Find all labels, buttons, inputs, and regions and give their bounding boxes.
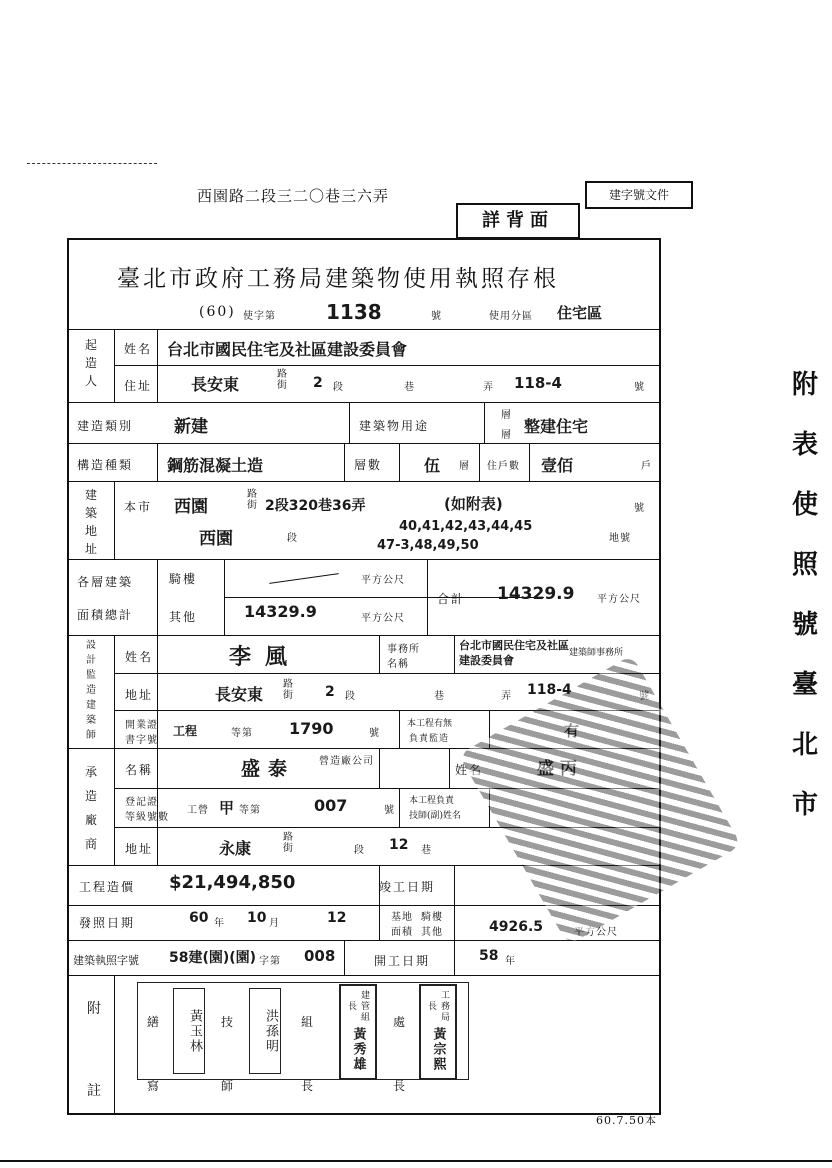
contractor-address: 永康	[219, 839, 252, 858]
applicant-section-no: 2	[313, 375, 323, 391]
designer-name-label: 姓名	[125, 650, 154, 664]
site-line2-district: 西園	[199, 529, 233, 549]
designer-section-no: 2	[325, 684, 335, 700]
base-area-value: 4926.5	[489, 919, 544, 935]
supervise-value: 有	[564, 722, 580, 740]
scan-top-dashes	[27, 163, 157, 164]
issue-day: 12	[327, 910, 347, 926]
permit-label: 建築執照字號	[73, 954, 139, 967]
permit-value-mid: 字第	[259, 956, 281, 967]
designer-section-label: 設 計 監 造 建 築 師	[86, 640, 96, 741]
cost-value: $21,494,850	[169, 872, 296, 893]
cost-label: 工程造價	[79, 880, 136, 894]
registration-label-2: 等級號數	[125, 812, 169, 823]
engineer-label-1: 本工程負責	[409, 796, 455, 806]
build-type-label: 建造類別	[77, 419, 134, 433]
arcade-label: 騎樓	[169, 572, 198, 586]
registration-prefix: 工營	[187, 805, 209, 816]
contractor-lane-unit: 巷	[421, 845, 432, 856]
registration-number: 007	[314, 796, 348, 815]
technician-column-label: 技 師	[220, 1015, 233, 1093]
site-city-prefix: 本市	[124, 500, 153, 514]
site-section-label: 建 築 地 址	[84, 488, 97, 556]
applicant-section-unit: 段	[333, 382, 344, 393]
designer-section-unit: 段	[345, 691, 356, 702]
form-title: 臺北市政府工務局建築物使用執照存根	[117, 266, 559, 292]
supervise-label-1: 本工程有無	[407, 719, 453, 729]
arcade-dash	[269, 573, 338, 584]
start-date-year: 58	[479, 948, 499, 964]
issue-date-label: 發照日期	[79, 916, 136, 930]
license-grade: 等第	[231, 728, 253, 739]
permit-value-prefix: 58建(園)(園)	[169, 950, 257, 966]
designer-address-label: 地址	[125, 688, 154, 702]
engineer-label-2: 技師(副)姓名	[409, 811, 462, 821]
contractor-owner: 盛丙	[537, 759, 583, 779]
floors-unit: 層	[459, 461, 470, 472]
site-district: 西園	[174, 497, 208, 517]
applicant-lane-unit: 巷	[404, 382, 415, 393]
office-suffix: 建築師事務所	[569, 648, 624, 658]
chief-stamp: 建管組長 黃秀雄	[339, 984, 377, 1080]
remarks-label-2: 註	[87, 1083, 103, 1099]
contractor-name-suffix: 營造廠公司	[319, 756, 374, 767]
top-right-stamp: 建字號文件	[585, 181, 693, 209]
license-number-unit: 號	[369, 728, 380, 739]
license-number: 1790	[289, 719, 334, 738]
contractor-address-label: 地址	[125, 842, 154, 856]
permit-value-number: 008	[304, 947, 336, 965]
other-area-unit: 平方公尺	[361, 613, 405, 624]
contractor-section-unit: 段	[354, 845, 365, 856]
applicant-section-label: 起 造 人	[84, 338, 97, 388]
other-area-label: 其他	[169, 610, 198, 624]
households-value: 壹佰	[541, 456, 574, 475]
area-label-1: 各層建築	[77, 575, 134, 589]
households-label: 住戶數	[487, 461, 520, 472]
start-date-label: 開工日期	[374, 954, 431, 968]
applicant-alley-unit: 弄	[483, 382, 494, 393]
issue-month: 10	[247, 910, 267, 926]
households-unit: 戶	[641, 461, 652, 472]
site-lot-unit: 地號	[609, 533, 631, 544]
applicant-address-label: 住址	[124, 379, 153, 393]
permit-stub-form	[67, 238, 661, 1115]
issue-year-unit: 年	[214, 918, 225, 929]
designer-road: 長安東	[215, 685, 264, 704]
site-lot-numbers-2: 47-3,48,49,50	[377, 538, 479, 553]
director-stamp: 工務局長 黃宗熙	[419, 984, 457, 1080]
scan-bottom-edge	[0, 1160, 832, 1162]
issue-year: 60	[189, 910, 209, 926]
address-line: 西園路二段三二〇巷三六弄	[197, 187, 390, 205]
permit-number: 1138	[326, 300, 382, 324]
base-area-label-1: 基地	[391, 912, 413, 923]
site-lot-numbers-1: 40,41,42,43,44,45	[399, 519, 533, 534]
zone-label: 使用分區	[489, 311, 533, 322]
clerk-stamp: 黃玉林	[173, 988, 205, 1074]
supervise-label-2: 負責監造	[409, 734, 450, 744]
registration-grade: 甲	[219, 799, 235, 817]
contractor-road-mark: 路街	[283, 832, 294, 854]
registration-number-unit: 號	[384, 805, 395, 816]
number-prefix: (60)	[199, 304, 236, 320]
office-label-2: 名稱	[387, 659, 409, 670]
site-number-unit: 號	[634, 503, 645, 514]
total-area-value: 14329.9	[497, 584, 575, 604]
registration-label-1: 登記證	[125, 797, 158, 808]
base-area-label-2: 面積	[391, 927, 413, 938]
building-use-label: 建築物用途	[359, 419, 430, 433]
zone-value: 住宅區	[557, 304, 603, 322]
applicant-house-number: 118-4	[514, 374, 562, 392]
number-type: 使字第	[243, 311, 276, 322]
arcade-unit: 平方公尺	[361, 575, 405, 586]
contractor-name: 盛泰	[241, 758, 296, 780]
total-area-unit: 平方公尺	[597, 594, 641, 605]
contractor-name-label: 名稱	[125, 763, 154, 777]
office-name: 台北市國民住宅及社區建設委員會	[459, 639, 569, 667]
structure-label: 構造種類	[77, 458, 134, 472]
applicant-number-unit: 號	[634, 382, 645, 393]
license-label-2: 書字號	[125, 735, 158, 746]
area-label-2: 面積總計	[77, 608, 134, 622]
license-type: 工程	[173, 724, 198, 738]
designer-lane-unit: 巷	[434, 691, 445, 702]
building-use-value: 整建住宅	[524, 417, 589, 436]
contractor-lane-no: 12	[389, 837, 409, 853]
building-use-floor-mark-2: 層	[501, 430, 512, 441]
site-road-mark: 路街	[247, 489, 258, 511]
total-area-label: 合計	[437, 592, 466, 606]
right-edge-text: 附 表 使 照 號 臺 北 市	[791, 370, 818, 820]
footer-code: 60.7.50本	[596, 1114, 657, 1127]
other-area-value: 14329.9	[244, 602, 317, 621]
chief-column-label: 組 長	[300, 1015, 313, 1093]
clerk-column-label: 繕 寫	[146, 1015, 159, 1093]
number-suffix: 號	[431, 311, 442, 322]
floors-label: 層數	[354, 458, 383, 472]
office-label-1: 事務所	[387, 644, 420, 655]
designer-house-number: 118-4	[527, 682, 572, 698]
license-label-1: 開業證	[125, 720, 158, 731]
completion-date-label: 竣工日期	[379, 880, 436, 894]
technician-stamp: 洪孫明	[249, 988, 281, 1074]
base-arcade-label: 騎樓	[421, 912, 443, 923]
site-road-value: 2段320巷36弄	[265, 498, 366, 514]
applicant-name: 台北市國民住宅及社區建設委員會	[167, 340, 408, 359]
start-date-year-unit: 年	[505, 956, 516, 967]
remarks-label-1: 附	[87, 1001, 103, 1017]
applicant-road: 長安東	[191, 375, 240, 394]
detail-on-back-stamp: 詳背面	[456, 203, 580, 239]
designer-road-mark: 路街	[283, 679, 294, 701]
base-area-unit: 平方公尺	[574, 927, 618, 938]
applicant-road-mark: 路街	[277, 369, 288, 391]
designer-name: 李風	[229, 645, 302, 670]
site-attached-note: (如附表)	[444, 495, 503, 513]
contractor-owner-label: 姓名	[455, 763, 484, 777]
applicant-name-label: 姓名	[124, 342, 153, 356]
building-use-floor-mark: 層	[501, 410, 512, 421]
base-other-label: 其他	[421, 927, 443, 938]
site-line2-section: 段	[287, 533, 298, 544]
contractor-section-label: 承 造 廠 商	[84, 765, 97, 851]
director-column-label: 處 長	[392, 1015, 405, 1093]
designer-number-unit: 號	[639, 691, 650, 702]
registration-mid: 等第	[239, 805, 261, 816]
designer-alley-unit: 弄	[501, 691, 512, 702]
floors-value: 伍	[424, 456, 441, 475]
issue-month-unit: 月	[269, 918, 280, 929]
structure-value: 鋼筋混凝土造	[167, 456, 264, 475]
build-type-value: 新建	[174, 417, 208, 437]
